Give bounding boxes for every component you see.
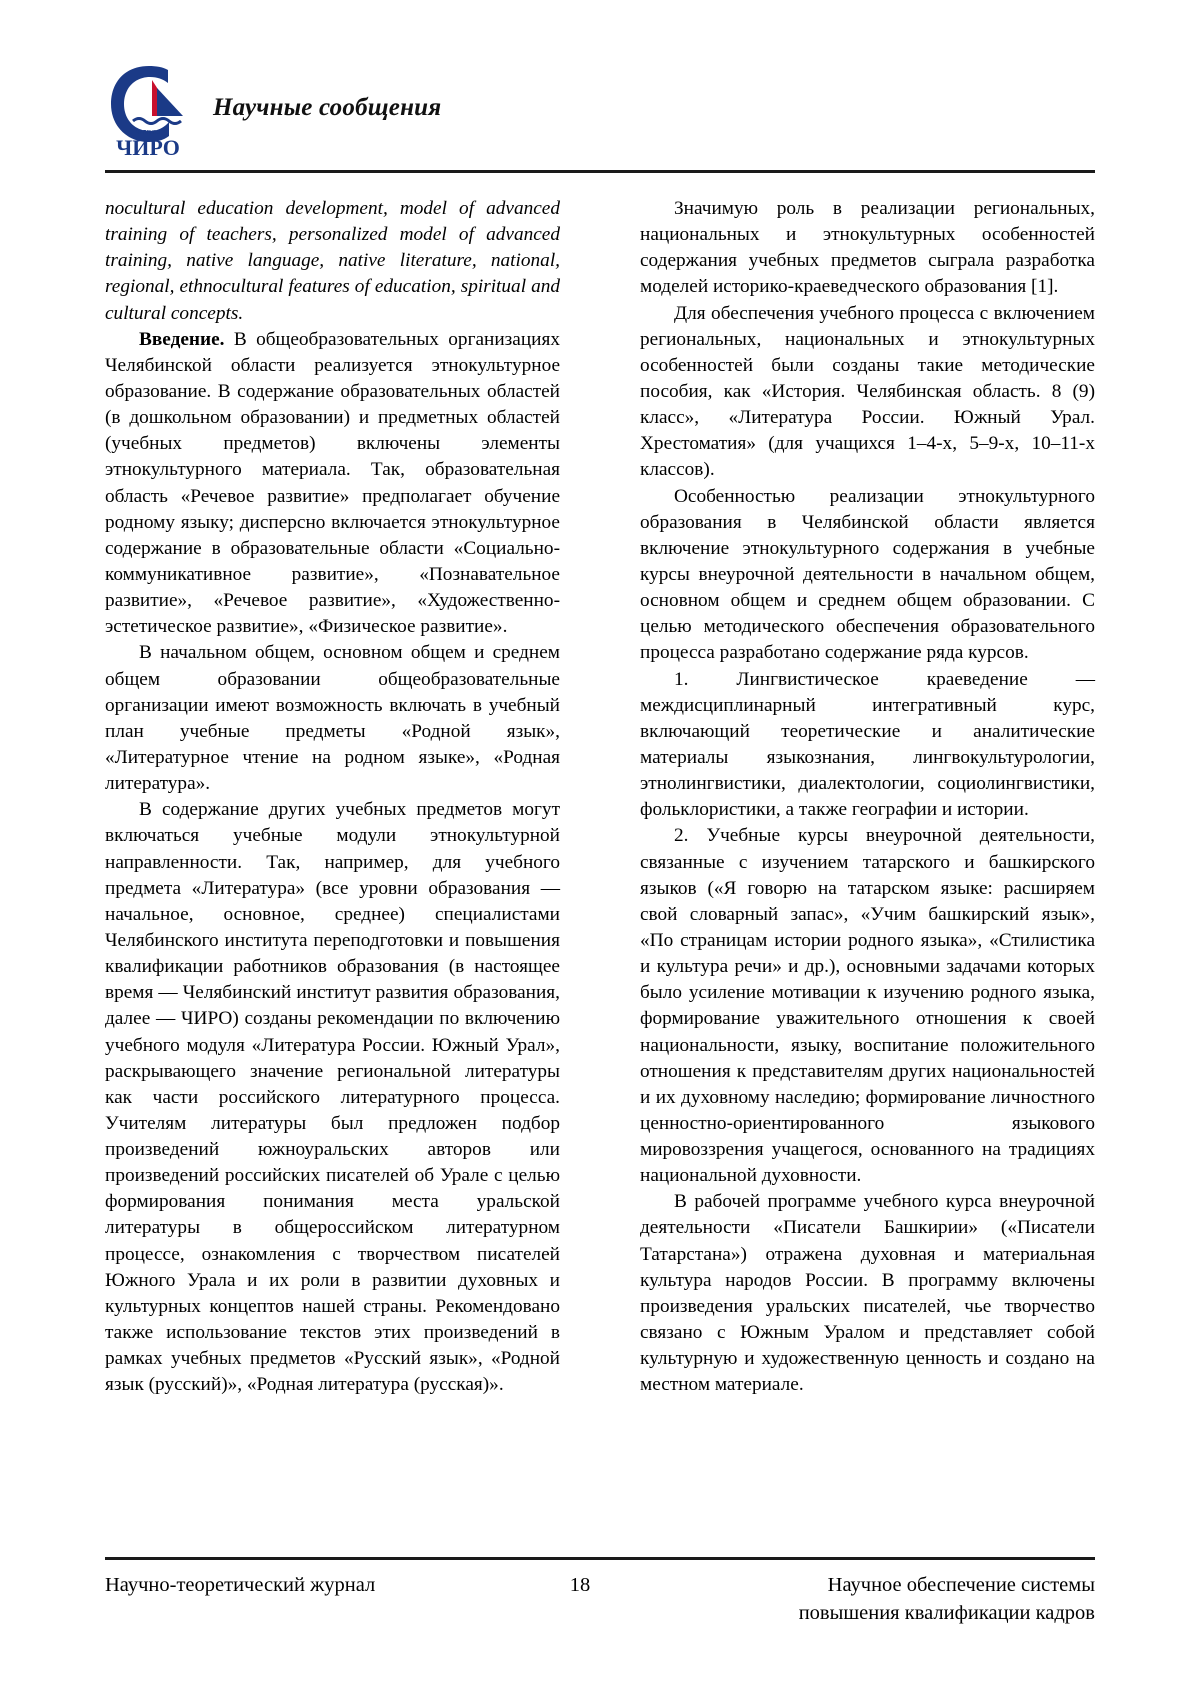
logo-text: ЧИРО [116,135,180,158]
right-paragraph-1: Значимую роль в реализации региональных, национальных и этнокультурных особенностей содержания учебных предметов сыграла разработка моделей историко-краеведческого образования [1]. [640,198,1095,298]
intro-paragraph [105,327,560,641]
section-title: Научные сообщения [213,94,442,121]
right-paragraph-3: Особенностью реализации этнокультурного образования в Челябинской области является включение этнокультурного содержания в учебные курсы внеурочной деятельности в начальном общем, основном общем и среднем общем образовании. С целью методического обеспечения образовательного процесса разработано содержание ряда курсов. [640,485,1095,664]
footer-divider [105,1557,1095,1560]
header-divider [105,170,1095,173]
intro-label: Введение. [139,328,225,350]
right-paragraph-5: 2. Учебные курсы внеурочной деятельности, связанные с изучением татарского и башкирского языков («Я говорю на татарском языке: расширяем свой словарный запас», «Учим башкирский язык», «По страницам истории родного языка», «Стилистика и культура речи» и др.), основными задачами которых было усиление мотивации к изучению родного языка, формирование уважительного отношения к своей национальности, языку, воспитание положительного отношения к представителям других национальностей и их духовному наследию; формирование личностного ценностно-ориентированного языкового мировоззрения учащегося, основанного на традициях национальной духовности. [640,825,1095,1187]
right-paragraph-4: 1. Лингвистическое краеведение — междисциплинарный интегративный курс, включающий теоретические и аналитические материалы языкознания, лингвокультурологии, этнолингвистики, диалектологии, социолингвистики, фольклористики, а также географии и истории. [640,668,1095,821]
keywords-paragraph: nocultural education development, model of advanced training of teachers, personalized model of advanced training, native language, native literature, national, regional, ethnocultural features of education, spiritual and cultural concepts. [105,198,560,324]
article-body [105,196,1095,1456]
svg-text:ЧИППКРО: ЧИППКРО [135,130,161,136]
right-paragraph-6: В рабочей программе учебного курса внеурочной деятельности «Писатели Башкирии» («Писатели Татарстана») отражена духовная и материальная культура народов России. В программу включены произведения уральских писателей, чье творчество связано с Южным Уралом и представляет собой культурную и художественную ценность и создано на местном материале. [640,1191,1095,1396]
left-column [105,196,560,1398]
page-number: 18 [569,1574,591,1596]
chiro-logo-icon [105,58,191,158]
right-paragraph-2: Для обеспечения учебного процесса с включением региональных, национальных и этнокультурных особенностей были созданы такие методические пособия, как «История. Челябинская область. 8 (9) класс», «Литература России. Южный Урал. Хрестоматия» (для учащихся 1–4-х, 5–9-х, 10–11-х классов). [640,302,1095,481]
footer-section-line-1: Научное обеспечение системы [827,1574,1095,1596]
footer-section-name [675,1572,1095,1627]
right-column [640,196,1095,1398]
left-paragraph-3: В содержание других учебных предметов могут включаться учебные модули этнокультурной направленности. Так, например, для учебного предмета «Литература» (все уровни образования — начальное, основное, среднее) специалистами Челябинского института переподготовки и повышения квалификации работников образования (в настоящее время — Челябинский институт развития образования, далее — ЧИРО) созданы рекомендации по включению учебного модуля «Литература России. Южный Урал», раскрывающего значение региональной литературы как части российского литературного процесса. Учителям литературы был предложен подбор произведений южноуральских авторов или произведений российских писателей об Урале с целью формирования понимания места уральской литературы в общероссийском литературном процессе, ознакомления с творчеством писателей Южного Урала и их роли в развитии духовных и культурных концептов нашей страны. Рекомендовано также использование текстов этих произведений в рамках учебных предметов «Русский язык», «Родной язык (русский)», «Родная литература (русская)». [105,799,560,1396]
page-header [105,52,1095,164]
intro-text: В общеобразовательных организациях Челябинской области реализуется этнокультурное образование. В содержание образовательных областей (в дошкольном образовании) и предметных областей (учебных предметов) включены элементы этнокультурного материала. Так, образовательная область «Речевое развитие» предполагает обучение родному языку; дисперсно включается этнокультурное содержание в образовательные области «Социально-коммуникативное развитие», «Познавательное развитие», «Речевое развитие», «Художественно-эстетическое развитие», «Физическое развитие». [105,328,560,638]
page-footer [105,1568,1095,1648]
footer-journal-name: Научно-теоретический журнал [105,1574,376,1596]
left-paragraph-2: В начальном общем, основном общем и среднем общем образовании общеобразовательные организации имеют возможность включать в учебный план учебные предметы «Родной язык», «Литературное чтение на родном языке», «Родная литература». [105,642,560,795]
footer-section-line-2: повышения квалификации кадров [798,1601,1095,1624]
